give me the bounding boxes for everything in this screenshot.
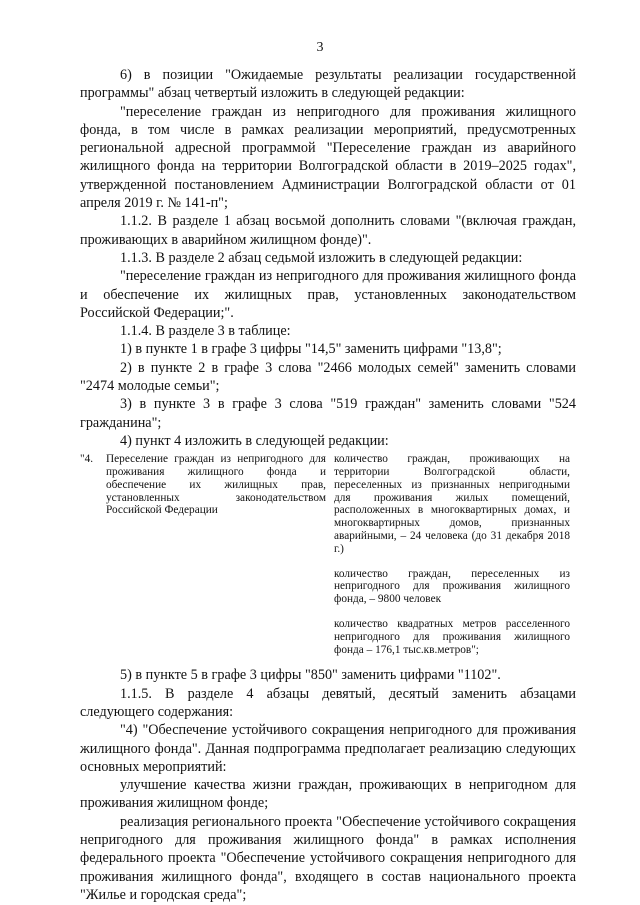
paragraph: 3) в пункте 3 в графе 3 слова "519 граждан" заменить словами "524 гражданина"; (80, 396, 576, 431)
table-row-number: "4. (80, 453, 94, 466)
paragraph: 5) в пункте 5 в графе 3 цифры "850" заменить цифрами "1102". (120, 667, 501, 684)
paragraph: "4) "Обеспечение устойчивого сокращения непригодного для проживания жилищного фонда". Данная подпрограмма предполагает реализацию следующих основных мероприятий: (80, 722, 576, 775)
paragraph: улучшение качества жизни граждан, проживающих в непригодном для проживания жилищном фонде; (80, 777, 576, 812)
paragraph: "переселение граждан из непригодного для проживания жилищного фонда и обеспечение их жилищных прав, установленных законодательством Российской Федерации;". (80, 268, 576, 321)
page-number: 3 (316, 40, 324, 55)
table-row-name: Переселение граждан из непригодного для проживания жилищного фонда и обеспечение их жилищных прав, установленных законодательством Российской Федерации (106, 453, 326, 517)
paragraph: "переселение граждан из непригодного для проживания жилищного фонда, в том числе в рамках реализации мероприятий, предусмотренных региональной адресной программой "Переселение граждан из аварийного жилищного фонда на территории Волгоградской области в 2019–2025 годах", утвержденной постановлением Администрации Волгоградской области от 01 апреля 2019 г. № 141-п"; (80, 103, 576, 212)
paragraph: реализация регионального проекта "Обеспечение устойчивого сокращения непригодного для проживания жилищного фонда" в рамках исполнения федерального проекта "Обеспечение устойчивого сокращения непригодного для проживания жилищного фонда", входящего в состав национального проекта "Жилье и городская среда"; (80, 813, 576, 903)
table-row-values (334, 453, 570, 656)
amendment-table (80, 453, 576, 656)
paragraph: 1) в пункте 1 в графе 3 цифры "14,5" заменить цифрами "13,8"; (120, 341, 502, 358)
paragraph: 1.1.4. В разделе 3 в таблице: (120, 323, 291, 340)
paragraph: 1.1.5. В разделе 4 абзацы девятый, десятый заменить абзацами следующего содержания: (80, 685, 576, 720)
paragraph: 1.1.2. В разделе 1 абзац восьмой дополнить словами "(включая граждан, проживающих в аварийном жилищном фонде)". (80, 213, 576, 248)
paragraph: 6) в позиции "Ожидаемые результаты реализации государственной программы" абзац четвертый изложить в следующей редакции: (80, 67, 576, 102)
table-value: количество квадратных метров расселенного непригодного для проживания жилищного фонда – 176,1 тыс.кв.метров"; (334, 618, 570, 656)
paragraph: 1.1.3. В разделе 2 абзац седьмой изложить в следующей редакции: (120, 249, 523, 266)
table-value: количество граждан, проживающих на территории Волгоградской области, переселенных из признанных непригодными для проживания жилых помещений, расположенных в многоквартирных домах, и многоквартирных домов, признанных аварийными, – 24 человека (до 31 декабря 2018 г.) (334, 453, 570, 555)
paragraph: 4) пункт 4 изложить в следующей редакции: (120, 432, 389, 449)
paragraph: 2) в пункте 2 в графе 3 слова "2466 молодых семей" заменить словами "2474 молодые семьи"; (80, 359, 576, 395)
document-body (80, 66, 576, 904)
table-value: количество граждан, переселенных из непригодного для проживания жилищного фонда, – 9800 человек (334, 567, 570, 606)
